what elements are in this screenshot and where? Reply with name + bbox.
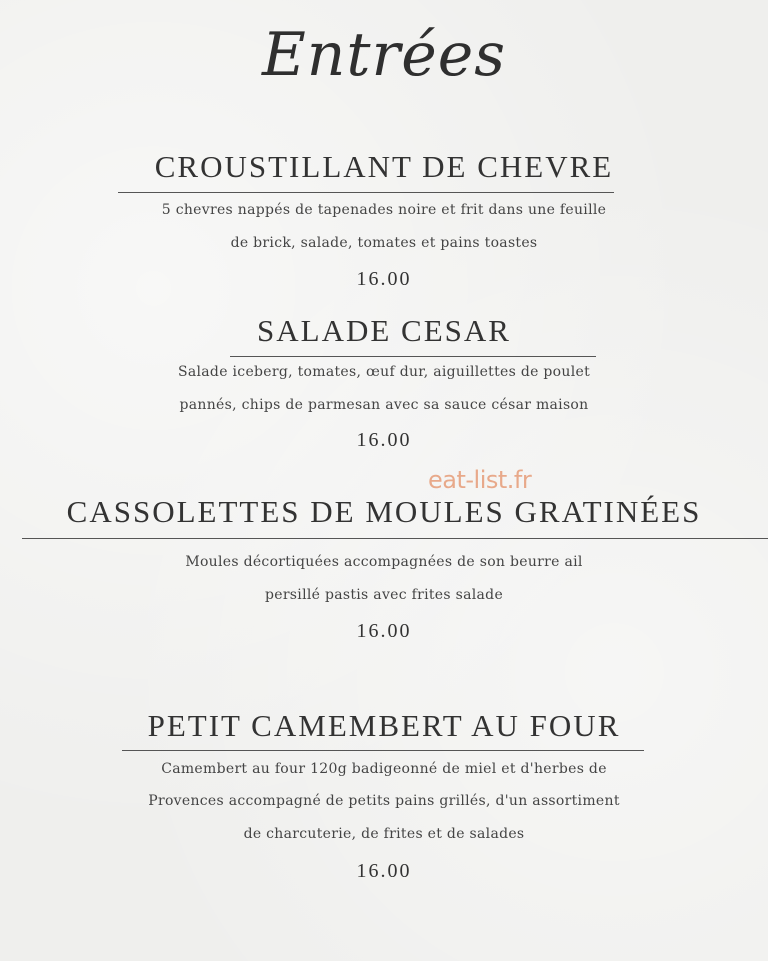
item-divider <box>118 192 614 193</box>
item-divider <box>122 750 644 751</box>
page-title: Entrées <box>261 20 507 90</box>
item-divider <box>230 356 596 357</box>
item-description-line: pannés, chips de parmesan avec sa sauce césar maison <box>179 397 589 413</box>
item-description-line: 5 chevres nappés de tapenades noire et frit dans une feuille <box>161 202 607 218</box>
item-description-line: de brick, salade, tomates et pains toastes <box>230 235 538 251</box>
item-description-line: Salade iceberg, tomates, œuf dur, aiguillettes de poulet <box>177 364 591 380</box>
item-name: PETIT CAMEMBERT AU FOUR <box>147 708 621 743</box>
item-description-line: Provences accompagné de petits pains grillés, d'un assortiment <box>148 793 620 809</box>
item-price: 16.00 <box>356 268 412 290</box>
item-description-line: persillé pastis avec frites salade <box>264 587 504 603</box>
item-description-line: de charcuterie, de frites et de salades <box>243 826 525 842</box>
item-price: 16.00 <box>356 429 412 451</box>
watermark-text: eat-list.fr <box>428 466 532 494</box>
item-price: 16.00 <box>356 620 412 642</box>
item-description-line: Moules décortiquées accompagnées de son beurre ail <box>185 554 583 570</box>
item-name: CASSOLETTES DE MOULES GRATINÉES <box>66 494 702 529</box>
item-name: SALADE CESAR <box>257 313 511 348</box>
item-price: 16.00 <box>356 860 412 882</box>
item-description-line: Camembert au four 120g badigeonné de miel et d'herbes de <box>161 761 607 777</box>
item-name: CROUSTILLANT DE CHEVRE <box>154 149 614 184</box>
item-divider <box>22 538 768 539</box>
